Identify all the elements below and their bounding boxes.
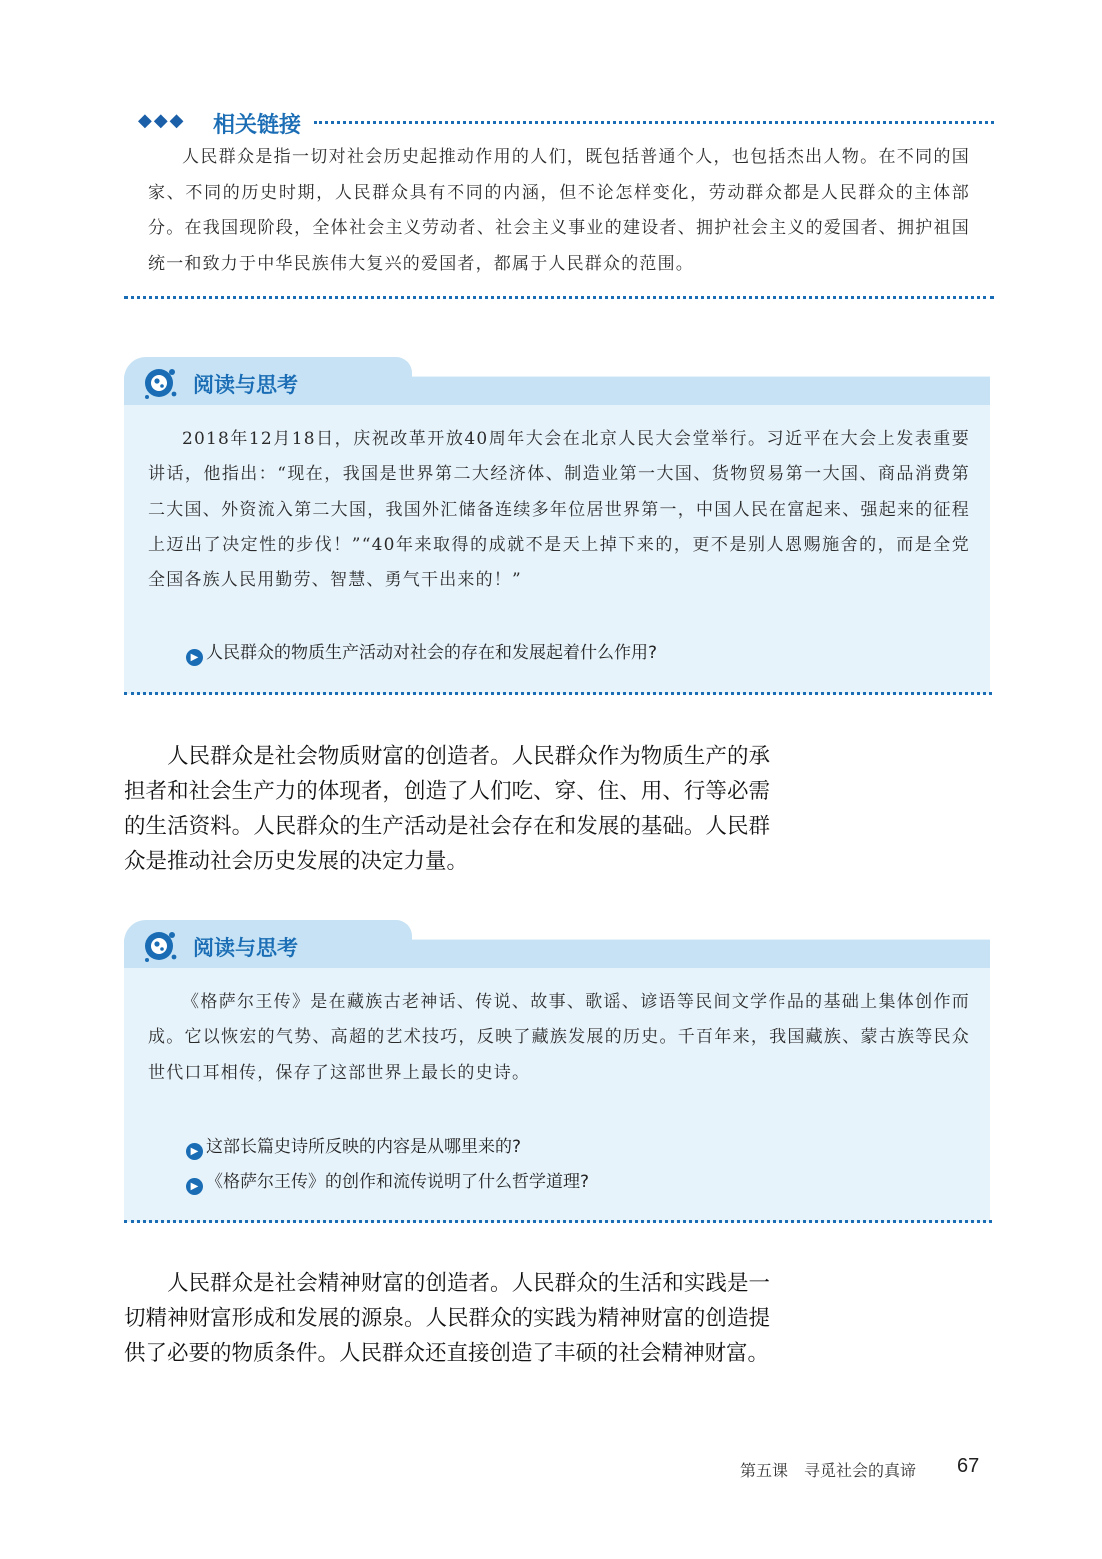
question-item (186, 638, 657, 666)
magnifier-globe-icon (143, 929, 177, 963)
dotted-divider (124, 296, 994, 299)
read-think-text: 《格萨尔王传》是在藏族古老神话、传说、故事、歌谣、谚语等民间文学作品的基础上集体创作而成。它以恢宏的气势、高超的艺术技巧，反映了藏族发展的历史。千百年来，我国藏族、蒙古族等民众世代口耳相传，保存了这部世界上最长的史诗。 (148, 992, 970, 1083)
main-paragraph: 人民群众是社会物质财富的创造者。人民群众作为物质生产的承担者和社会生产力的体现者，创造了人们吃、穿、住、用、行等必需的生活资料。人民群众的生产活动是社会存在和发展的基础。人民群众是推动社会历史发展的决定力量。 (124, 744, 770, 874)
related-link-title: 相关链接 (213, 113, 302, 138)
page-number: 67 (957, 1455, 980, 1477)
read-think-text: 2018年12月18日，庆祝改革开放40周年大会在北京人民大会堂举行。习近平在大会上发表重要讲话，他指出：“现在，我国是世界第二大经济体、制造业第一大国、货物贸易第一大国、商品消费第二大国、外资流入第二大国，我国外汇储备连续多年位居世界第一，中国人民在富起来、强起来的征程上迈出了决定性的步伐！”“40年来取得的成就不是天上掉下来的，更不是别人恩赐施舍的，而是全党全国各族人民用勤劳、智慧、勇气干出来的！” (148, 429, 970, 591)
magnifier-globe-icon (143, 366, 177, 400)
read-think-title: 阅读与思考 (193, 936, 298, 960)
read-think-title: 阅读与思考 (193, 373, 298, 397)
related-link-header (138, 108, 994, 136)
dotted-divider (124, 1220, 992, 1223)
related-link-text: 人民群众是指一切对社会历史起推动作用的人们，既包括普通个人，也包括杰出人物。在不同的国家、不同的历史时期，人民群众具有不同的内涵，但不论怎样变化，劳动群众都是人民群众的主体部分。在我国现阶段，全体社会主义劳动者、社会主义事业的建设者、拥护社会主义的爱国者、拥护祖国统一和致力于中华民族伟大复兴的爱国者，都属于人民群众的范围。 (148, 147, 970, 274)
footer-lesson-title: 第五课 寻觅社会的真谛 (740, 1461, 917, 1480)
question-item (186, 1167, 589, 1195)
dotted-divider (314, 121, 994, 124)
arrow-bullet-icon: ▶ (186, 649, 203, 666)
question-item (186, 1132, 521, 1160)
question-text: 人民群众的物质生产活动对社会的存在和发展起着什么作用? (206, 643, 658, 663)
arrow-bullet-icon: ▶ (186, 1143, 203, 1160)
question-text: 《格萨尔王传》的创作和流传说明了什么哲学道理? (206, 1172, 590, 1192)
diamond-icon: ◆◆◆ (138, 110, 186, 131)
main-paragraph: 人民群众是社会精神财富的创造者。人民群众的生活和实践是一切精神财富形成和发展的源泉。人民群众的实践为精神财富的创造提供了必要的物质条件。人民群众还直接创造了丰硕的社会精神财富。 (124, 1271, 770, 1366)
question-text: 这部长篇史诗所反映的内容是从哪里来的? (206, 1137, 522, 1157)
arrow-bullet-icon: ▶ (186, 1178, 203, 1195)
dotted-divider (124, 692, 992, 695)
